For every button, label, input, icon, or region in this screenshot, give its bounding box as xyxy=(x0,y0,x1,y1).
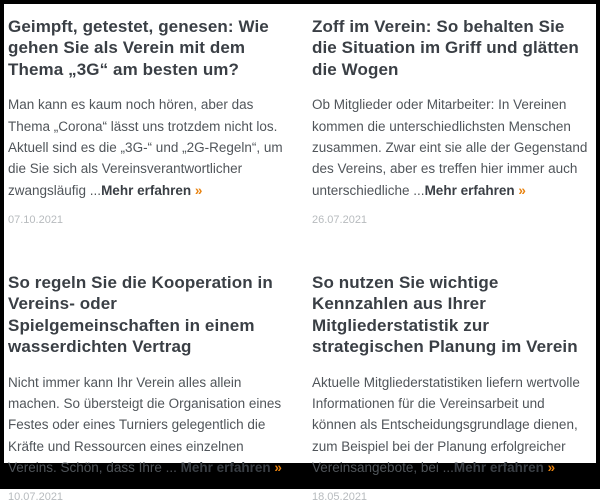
article-title-link[interactable]: Geimpft, getestet, genesen: Wie gehen Sie als Verein mit dem Thema „3G“ am besten um? xyxy=(8,17,269,79)
teaser-text: Aktuelle Mitgliederstatistiken liefern wertvolle Informationen für die Vereinsarbeit und können als Entscheidungsgrundlage dienen, zum Beispiel bei der Planung erfolgreicher Vereinsangebote, bei ... xyxy=(312,374,580,475)
teaser-text: Nicht immer kann Ihr Verein alles allein machen. So übersteigt die Organisation eines Festes oder eines Turniers gelegentlich die Kräfte und Ressourcen eines einzelnen Vereins. Schön, dass Ihre ... xyxy=(8,374,282,475)
more-link[interactable] xyxy=(181,460,282,475)
more-link-label[interactable]: Mehr erfahren xyxy=(453,459,544,475)
article-date: 26.07.2021 xyxy=(312,213,368,226)
article-teaser xyxy=(8,94,288,201)
article-teaser xyxy=(8,372,288,479)
article-title-link[interactable]: So nutzen Sie wichtige Kennzahlen aus Ihrer Mitgliederstatistik zur strategischen Planung im Verein xyxy=(312,273,578,357)
more-link[interactable] xyxy=(101,183,202,198)
article-teaser xyxy=(312,94,592,201)
teaser-text: Man kann es kaum noch hören, aber das Thema „Corona“ lässt uns trotzdem nicht los. Aktuell sind es die „3G-“ und „2G-Regeln“, um die Sie sich als Vereinsverantwortlicher zwangsläufig ... xyxy=(8,97,283,198)
more-link-label[interactable]: Mehr erfahren xyxy=(180,459,271,475)
article-teaser xyxy=(312,372,592,479)
article-date: 18.05.2021 xyxy=(312,491,368,503)
more-link[interactable] xyxy=(425,183,526,198)
double-chevron-icon: » xyxy=(274,459,282,475)
more-link-label[interactable]: Mehr erfahren xyxy=(101,182,192,198)
double-chevron-icon: » xyxy=(547,459,556,475)
article-card xyxy=(8,268,288,503)
more-link[interactable] xyxy=(454,460,555,475)
article-card xyxy=(8,12,288,268)
more-link-label[interactable]: Mehr erfahren xyxy=(424,182,515,198)
article-title-link[interactable]: So regeln Sie die Kooperation in Vereins- oder Spielgemeinschaften in einem wasserdichten Vertrag xyxy=(8,273,273,357)
article-card xyxy=(312,268,592,503)
double-chevron-icon: » xyxy=(194,182,203,198)
double-chevron-icon: » xyxy=(518,182,526,198)
article-date: 10.07.2021 xyxy=(8,491,64,503)
article-grid xyxy=(4,4,596,503)
article-date: 07.10.2021 xyxy=(8,213,64,226)
article-card xyxy=(312,12,592,268)
article-title-link[interactable]: Zoff im Verein: So behalten Sie die Situation im Griff und glätten die Wogen xyxy=(312,17,579,79)
teaser-text: Ob Mitglieder oder Mitarbeiter: In Vereinen kommen die unterschiedlichsten Menschen zusammen. Zwar eint sie alle der Gegenstand des Vereins, aber es treffen hier immer auch unterschiedliche ... xyxy=(312,97,588,198)
